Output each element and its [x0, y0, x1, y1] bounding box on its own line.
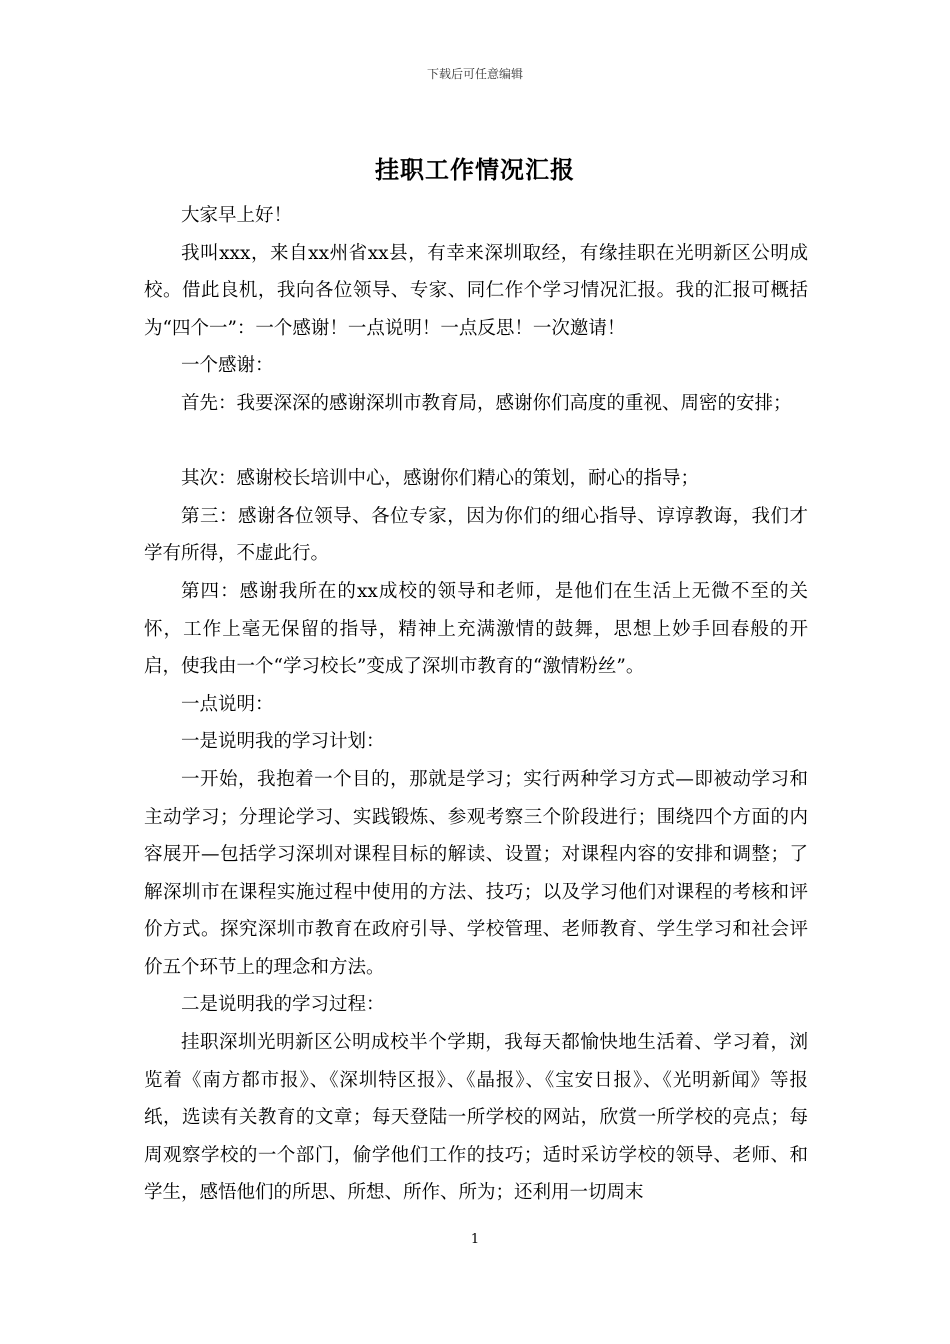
subheading-study-process: 二是说明我的学习过程：	[181, 994, 385, 1016]
paragraph-study-process: 挂职深圳光明新区公明成校半个学期，我每天都愉快地生活着、学习着，浏览着《南方都市报》、《深圳特区报》、《晶报》、《宝安日报》、《光明新闻》等报纸，选读有关教育的文章；每天登陆一所学校的网站，欣赏一所学校的亮点；每周观察学校的一个部门，偷学他们工作的技巧；适时采访学校的领导、老师、和学生，感悟他们的所思、所想、所作、所为；还利用一切周末	[144, 1032, 808, 1204]
document-title: 挂职工作情况汇报	[375, 155, 575, 184]
paragraph-thanks-fourth: 第四：感谢我所在的xx成校的领导和老师，是他们在生活上无微不至的关怀，工作上毫无保留的指导，精神上充满激情的鼓舞，思想上妙手回春般的开启，使我由一个“学习校长”变成了深圳市教育的“激情粉丝”。	[144, 580, 808, 678]
section-heading-explanation: 一点说明：	[181, 693, 274, 715]
document-body	[144, 197, 808, 1212]
paragraph-thanks-third: 第三：感谢各位领导、各位专家，因为你们的细心指导、谆谆教诲，我们才学有所得，不虚此行。	[144, 505, 808, 565]
page-number: 1	[470, 1232, 480, 1247]
paragraph-thanks-second: 其次：感谢校长培训中心，感谢你们精心的策划，耐心的指导；	[181, 468, 700, 490]
paragraph-spacer	[144, 423, 808, 461]
paragraph-greeting: 大家早上好！	[181, 205, 293, 226]
paragraph-thanks-first: 首先：我要深深的感谢深圳市教育局，感谢你们高度的重视、周密的安排；	[181, 392, 792, 414]
paragraph-introduction: 我叫xxx，来自xx州省xx县，有幸来深圳取经，有缘挂职在光明新区公明成校。借此良机，我向各位领导、专家、同仁作个学习情况汇报。我的汇报可概括为“四个一”：一个感谢！一点说明！一点反思！一次邀请！	[144, 242, 808, 339]
page-header: 下载后可任意编辑	[426, 67, 523, 81]
subheading-study-plan: 一是说明我的学习计划：	[181, 731, 385, 753]
paragraph-study-plan: 一开始，我抱着一个目的，那就是学习；实行两种学习方式—即被动学习和主动学习；分理论学习、实践锻炼、参观考察三个阶段进行；围绕四个方面的内容展开—包括学习深圳对课程目标的解读、设置；对课程内容的安排和调整；了解深圳市在课程实施过程中使用的方法、技巧；以及学习他们对课程的考核和评价方式。探究深圳市教育在政府引导、学校管理、老师教育、学生学习和社会评价五个环节上的理念和方法。	[144, 768, 808, 978]
section-heading-thanks: 一个感谢：	[181, 355, 274, 377]
